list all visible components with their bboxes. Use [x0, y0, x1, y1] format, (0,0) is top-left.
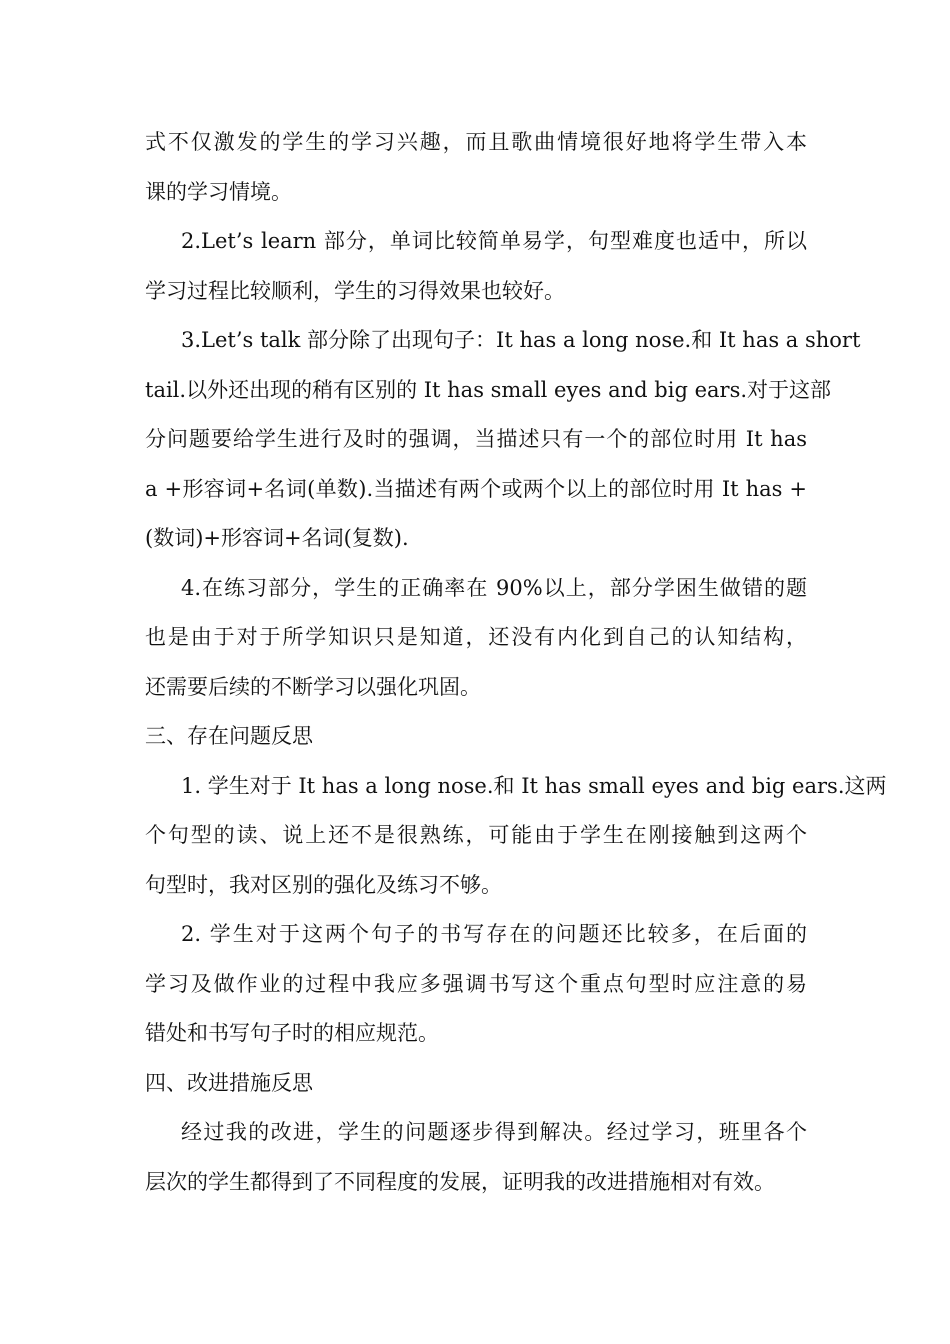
list-item-line: 学习及做作业的过程中我应多强调书写这个重点句型时应注意的易: [145, 971, 807, 996]
paragraph-line: 层次的学生都得到了不同程度的发展，证明我的改进措施相对有效。: [145, 1169, 775, 1194]
list-item-line: 2. 学生对于这两个句子的书写存在的问题还比较多，在后面的: [181, 922, 807, 946]
paragraph-line: 也是由于对于所学知识只是知道，还没有内化到自己的认知结构，: [145, 625, 807, 649]
paragraph-line: 经过我的改进，学生的问题逐步得到解决。经过学习，班里各个: [181, 1120, 807, 1144]
list-item-line: 1. 学生对于 It has a long nose.和 It has small eyes and big ears.这两: [181, 773, 887, 798]
paragraph-line: 4.在练习部分，学生的正确率在 90%以上，部分学困生做错的题: [181, 575, 807, 600]
paragraph-line: 课的学习情境。: [145, 179, 292, 204]
section-heading: 四、改进措施反思: [145, 1070, 313, 1095]
paragraph-line: (数词)+形容词+名词(复数).: [145, 526, 409, 550]
list-item-line: 句型时，我对区别的强化及练习不够。: [145, 872, 502, 897]
paragraph-line: 学习过程比较顺利，学生的习得效果也较好。: [145, 278, 565, 303]
document-body: [145, 118, 887, 1207]
paragraph-line: 式不仅激发的学生的学习兴趣，而且歌曲情境很好地将学生带入本: [145, 130, 807, 154]
paragraph-line: 2.Let’s learn 部分，单词比较简单易学，句型难度也适中，所以: [181, 229, 807, 253]
paragraph-line: 3.Let’s talk 部分除了出现句子：It has a long nose.和 It has a short: [181, 328, 861, 352]
paragraph-line: 还需要后续的不断学习以强化巩固。: [145, 674, 481, 699]
list-item-line: 错处和书写句子时的相应规范。: [145, 1021, 439, 1045]
paragraph-line: 分问题要给学生进行及时的强调，当描述只有一个的部位时用 It has: [145, 427, 807, 451]
section-heading: 三、存在问题反思: [145, 724, 313, 748]
paragraph-line: a +形容词+名词(单数).当描述有两个或两个以上的部位时用 It has +: [145, 476, 807, 501]
paragraph-line: tail.以外还出现的稍有区别的 It has small eyes and big ears.对于这部: [145, 377, 832, 402]
list-item-line: 个句型的读、说上还不是很熟练，可能由于学生在刚接触到这两个: [145, 823, 807, 847]
